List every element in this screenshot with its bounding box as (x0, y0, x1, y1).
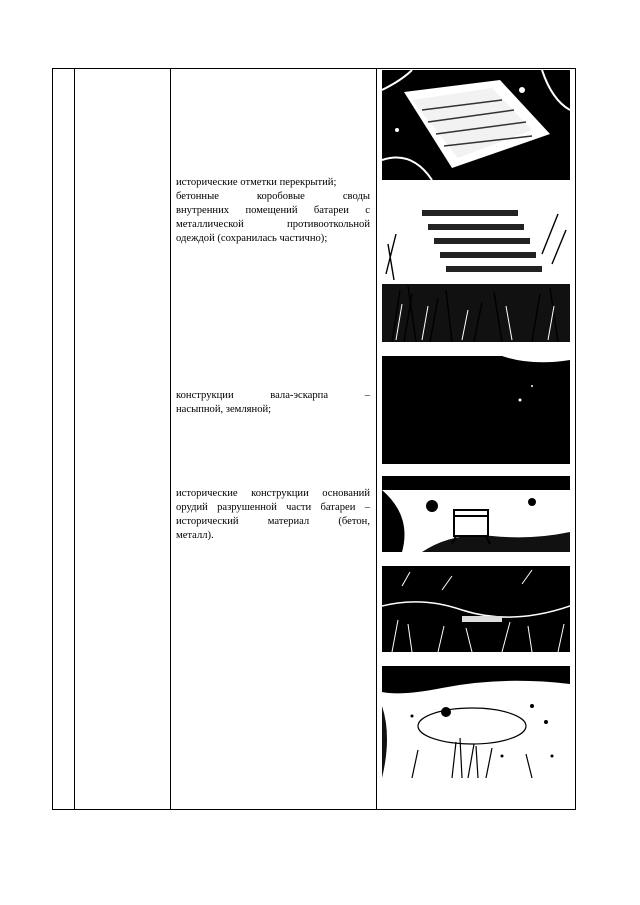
text-line: одеждой (сохранилась частично); (176, 233, 328, 244)
text-line: внутренних помещений батареи с (176, 205, 370, 216)
text-line: конструкции вала-эскарпа – (176, 390, 370, 401)
text-line: орудий разрушенной части батареи – (176, 502, 370, 513)
column-divider-3 (376, 68, 377, 809)
cell-text-gun-bases (176, 487, 370, 543)
text-line: исторический материал (бетон, (176, 516, 370, 527)
photo-overgrown-steps (382, 194, 570, 342)
photo-gun-base-frame (382, 476, 570, 552)
cell-text-ceilings (176, 176, 370, 246)
photo-gun-platform-ruins (382, 666, 570, 778)
photo-earthen-rampart (382, 356, 570, 464)
cell-text-rampart (176, 389, 370, 417)
text-line: металл). (176, 530, 214, 541)
text-line: исторические конструкции оснований (176, 488, 370, 499)
column-divider-2 (170, 68, 171, 809)
column-divider-1 (74, 68, 75, 809)
photo-concrete-slab (382, 70, 570, 180)
text-line: бетонные коробовые своды (176, 191, 370, 202)
photo-grassy-ruins (382, 566, 570, 652)
text-line: металлической противооткольной (176, 219, 370, 230)
text-line: исторические отметки перекрытий; (176, 177, 337, 188)
text-line: насыпной, земляной; (176, 404, 272, 415)
